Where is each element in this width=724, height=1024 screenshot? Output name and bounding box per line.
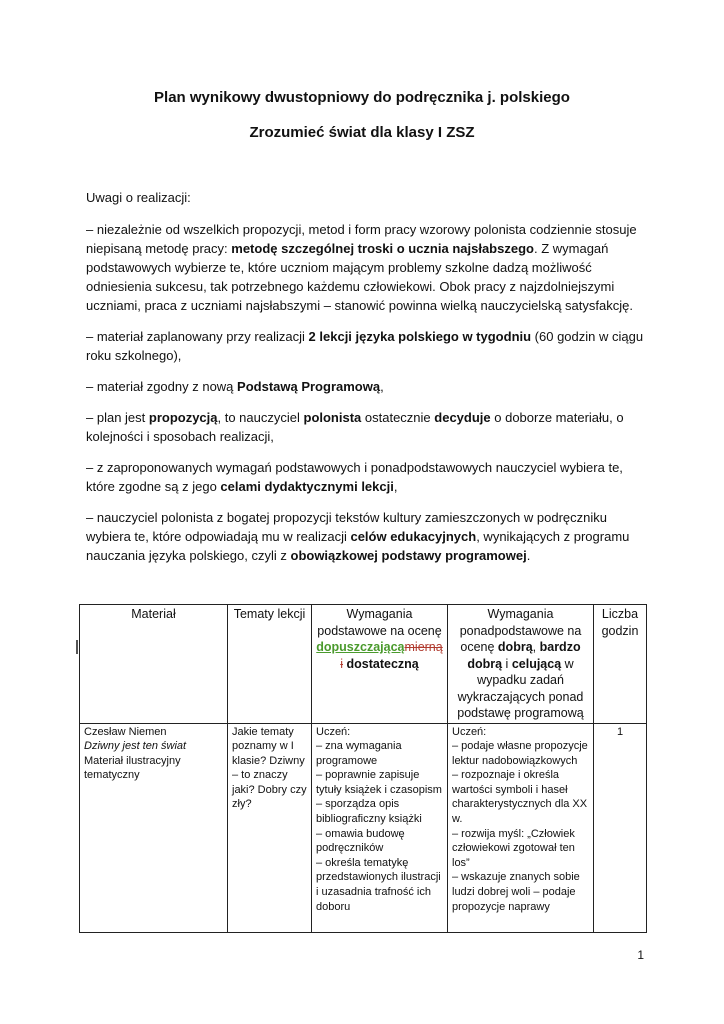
note-paragraph-3: – materiał zgodny z nową Podstawą Programową, bbox=[86, 379, 384, 394]
note-paragraph-1: – niezależnie od wszelkich propozycji, metod i form pracy wzorowy polonista codziennie stosuje niepisaną metodę pracy: metodę szczególnej troski o ucznia najsłabszego. Z wymagań podstawowych wybierze te, które uczniom mającym problemy szkolne dadzą możliwość odniesienia sukcesu, tak potrzebnego każdemu człowiekowi. Obok pracy z najzdolniejszymi uczniami, praca z uczniami najsłabszymi – stanowić powinna wielką nauczycielską satysfakcję. bbox=[86, 222, 637, 313]
table-row bbox=[80, 723, 647, 932]
notes-section bbox=[86, 188, 646, 577]
material-work: Dziwny jest ten świat bbox=[84, 740, 187, 753]
revision-marker bbox=[76, 640, 78, 654]
cell-basic-requirements: Uczeń: – zna wymagania programowe – poprawnie zapisuje tytuły książek i czasopism – sporządza opis bibliograficzny książki – omawia budowę podręczników – określa tematykę przedstawionych ilustracji i uzasadnia trafność ich doboru bbox=[312, 723, 448, 932]
plan-table bbox=[79, 604, 647, 933]
page-number: 1 bbox=[637, 948, 644, 962]
header-material: Materiał bbox=[80, 605, 228, 724]
cell-material bbox=[80, 723, 228, 932]
header-hours: Liczba godzin bbox=[594, 605, 647, 724]
table-header-row bbox=[80, 605, 647, 724]
cell-topics: Jakie tematy poznamy w I klasie? Dziwny – to znaczy jaki? Dobry czy zły? bbox=[228, 723, 312, 932]
material-author: Czesław Niemen bbox=[84, 725, 167, 738]
notes-heading: Uwagi o realizacji: bbox=[86, 190, 191, 205]
header-topics: Tematy lekcji bbox=[228, 605, 312, 724]
header-advanced-requirements: Wymagania ponadpodstawowe na ocenę dobrą, bardzo dobrą i celującą w wypadku zadań wykraczających ponad podstawę programową bbox=[448, 605, 594, 724]
material-note: Materiał ilustracyjny tematyczny bbox=[84, 754, 181, 782]
note-paragraph-5: – z zaproponowanych wymagań podstawowych i ponadpodstawowych nauczyciel wybiera te, które zgodne są z jego celami dydaktycznymi lekcji, bbox=[86, 460, 623, 494]
document-subtitle: Zrozumieć świat dla klasy I ZSZ bbox=[249, 124, 475, 141]
cell-hours: 1 bbox=[594, 723, 647, 932]
note-paragraph-6: – nauczyciel polonista z bogatej propozycji tekstów kultury zamieszczonych w podręczniku wybiera te, które odpowiadają mu w realizacji celów edukacyjnych, wynikających z programu nauczania języka polskiego, czyli z obowiązkowej podstawy programowej. bbox=[86, 510, 630, 563]
note-paragraph-2: – materiał zaplanowany przy realizacji 2 lekcji języka polskiego w tygodniu (60 godzin w ciągu roku szkolnego), bbox=[86, 329, 644, 363]
cell-advanced-requirements: Uczeń: – podaje własne propozycje lektur nadobowiązkowych – rozpoznaje i określa wartości symboli i haseł charakterystycznych dla XX w. – rozwija myśl: „Człowiek człowiekowi zgotował ten los” – wskazuje znanych sobie ludzi dobrej woli – podaje propozycje naprawy bbox=[448, 723, 594, 932]
note-paragraph-4: – plan jest propozycją, to nauczyciel polonista ostatecznie decyduje o doborze materiału, o kolejności i sposobach realizacji, bbox=[86, 410, 624, 444]
header-basic-requirements: Wymagania podstawowe na ocenę dopuszczającąmierną i dostateczną bbox=[312, 605, 448, 724]
document-title: Plan wynikowy dwustopniowy do podręcznika j. polskiego bbox=[154, 89, 570, 106]
